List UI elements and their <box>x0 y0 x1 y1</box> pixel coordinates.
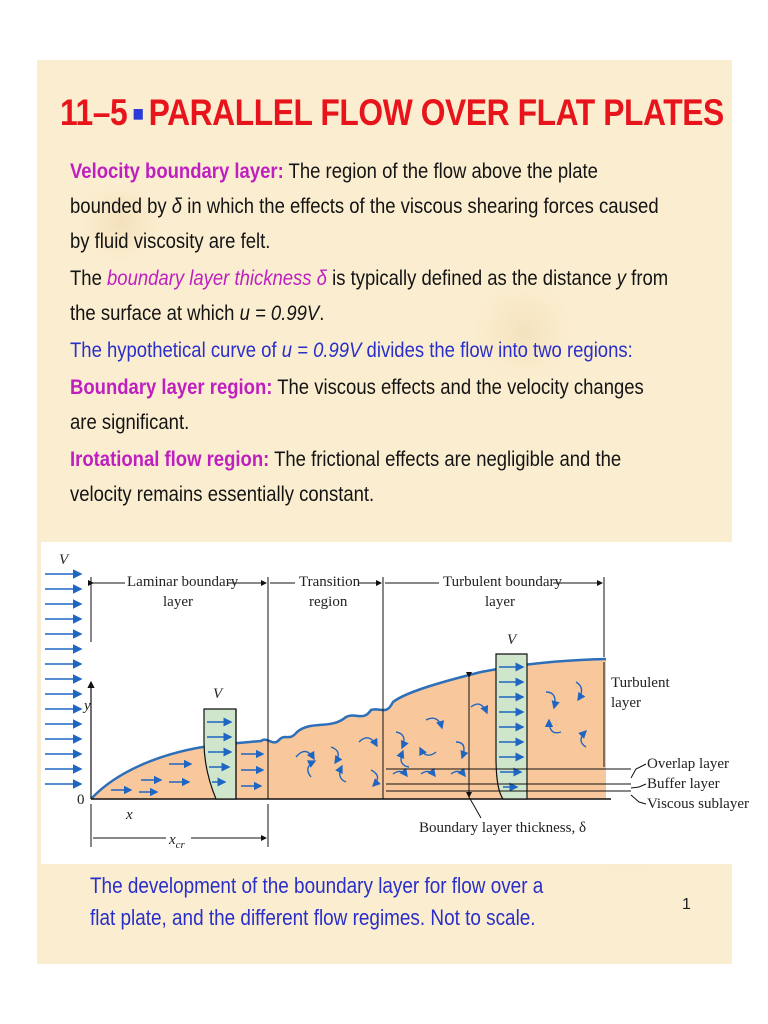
turbulent-velocity-label: V <box>507 632 517 648</box>
figure-caption: The development of the boundary layer for flow over a flat plate, and the different flow regimes. Not to scale. <box>90 873 544 930</box>
text: in which the effects of the viscous shearing forces caused by fluid viscosity are felt. <box>70 194 659 253</box>
buffer-layer-label: Buffer layer <box>647 776 720 792</box>
text: . <box>319 301 325 325</box>
text: The hypothetical curve of <box>70 338 282 362</box>
free-stream-arrows <box>45 574 81 784</box>
slide-body <box>70 154 672 514</box>
turbulent-region-label-2: layer <box>485 594 515 610</box>
term-velocity-boundary-layer: Velocity boundary layer: <box>70 159 284 183</box>
paragraph-boundary-layer-thickness <box>70 261 672 331</box>
sublayer-leaders <box>631 764 646 804</box>
bullet-square-icon: ■ <box>132 101 144 126</box>
origin-label: 0 <box>77 792 85 808</box>
text: from the surface at which <box>70 266 669 325</box>
text: The frictional effects are negligible and the velocity remains essentially constant. <box>70 447 622 506</box>
term-boundary-layer-region: Boundary layer region: <box>70 375 273 399</box>
y-axis-label: y <box>84 698 91 714</box>
text: The viscous effects and the velocity changes are significant. <box>70 375 644 434</box>
section-number: 11–5 <box>60 92 128 133</box>
boundary-layer-diagram <box>41 542 749 864</box>
turbulent-layer-label-1: Turbulent <box>611 675 670 691</box>
y-symbol: y <box>616 266 627 290</box>
turbulent-layer-label-2: layer <box>611 695 641 711</box>
term-boundary-layer-thickness: boundary layer thickness δ <box>107 266 327 290</box>
paragraph-irotational-flow-region <box>70 442 672 512</box>
overlap-layer-label: Overlap layer <box>647 756 730 772</box>
boundary-layer-figure <box>41 542 749 864</box>
transition-region-label-1: Transition <box>299 574 361 590</box>
text: is typically defined as the distance <box>326 266 617 290</box>
boundary-layer-thickness-label: Boundary layer thickness, δ <box>419 820 587 836</box>
boundary-layer-region-fill <box>91 659 606 799</box>
paragraph-hypothetical-curve <box>70 333 672 368</box>
transition-region-label-2: region <box>309 594 348 610</box>
paragraph-velocity-boundary-layer <box>70 154 672 259</box>
viscous-sublayer-label: Viscous sublayer <box>647 796 749 812</box>
text: The region of the flow above the plate bounded by <box>70 159 598 218</box>
laminar-region-label-2: layer <box>163 594 193 610</box>
laminar-region-label-1: Laminar boundary <box>127 574 239 590</box>
slide <box>37 60 749 964</box>
page-number: 1 <box>682 896 691 913</box>
slide-title <box>60 92 724 134</box>
title-text: PARALLEL FLOW OVER FLAT PLATES <box>148 92 724 133</box>
critical-length-label <box>168 832 186 851</box>
x-cr-symbol: x <box>169 832 176 848</box>
paragraph-boundary-layer-region <box>70 370 672 440</box>
equation: u = 0.99V <box>281 338 362 362</box>
x-cr-subscript: cr <box>175 839 185 851</box>
turbulent-velocity-profile <box>496 654 527 799</box>
text: divides the flow into two regions: <box>361 338 633 362</box>
x-axis-label: x <box>126 807 133 823</box>
equation: u = 0.99V <box>239 301 320 325</box>
text: The <box>70 266 108 290</box>
term-irotational-flow-region: Irotational flow region: <box>70 447 270 471</box>
laminar-velocity-label: V <box>213 686 223 702</box>
turbulent-region-label-1: Turbulent boundary <box>443 574 563 590</box>
free-stream-velocity-label: V <box>59 552 69 568</box>
delta-symbol: δ <box>171 194 183 218</box>
